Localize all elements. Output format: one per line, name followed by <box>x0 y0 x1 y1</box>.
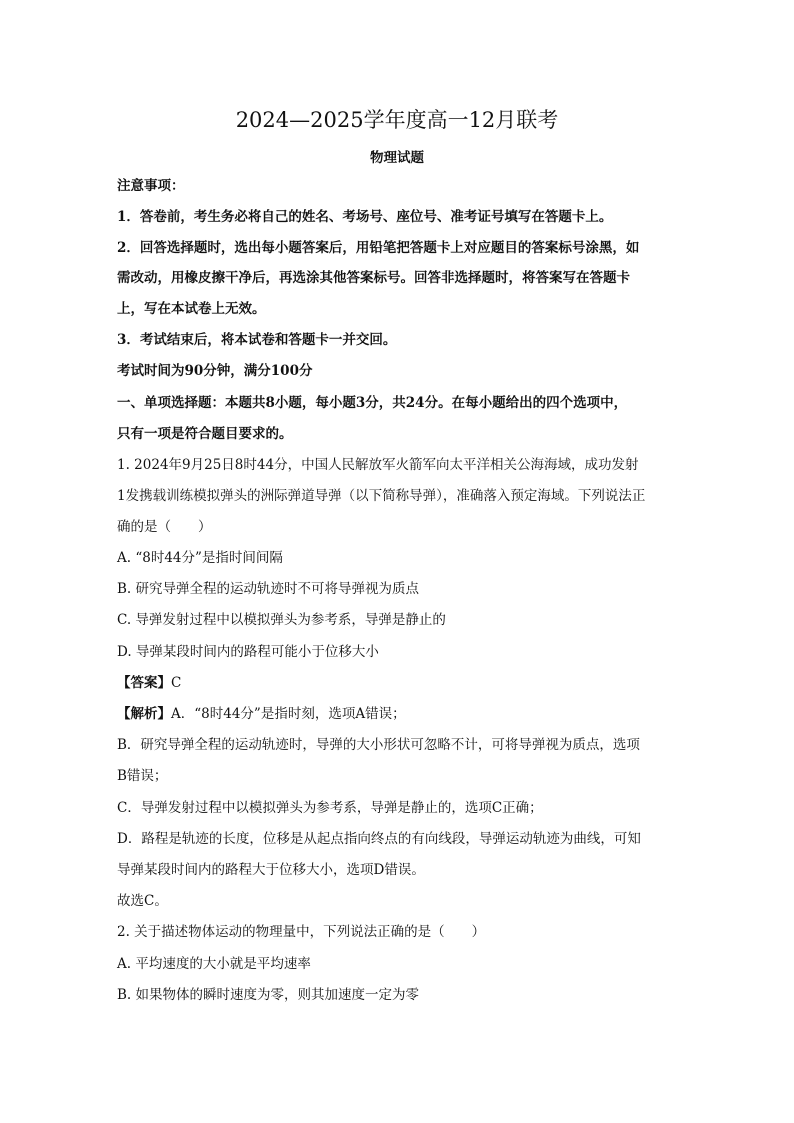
option-c: C. 导弹发射过程中以模拟弹头为参考系，导弹是静止的 <box>117 612 446 628</box>
option-b: B. 研究导弹全程的运动轨迹时不可将导弹视为质点 <box>117 581 420 597</box>
option-b: B. 如果物体的瞬时速度为零，则其加速度一定为零 <box>117 987 420 1003</box>
analysis-line: 故选C。 <box>117 893 168 909</box>
question-stem: 1发携载训练模拟弹头的洲际弹道导弹（以下简称导弹），准确落入预定海域。下列说法正 <box>117 488 646 504</box>
exam-time: 考试时间为90分钟，满分100分 <box>117 363 313 379</box>
question-stem: 确的是（ ） <box>117 519 212 535</box>
notice-heading: 注意事项： <box>117 178 185 194</box>
option-d: D. 导弹某段时间内的路程可能小于位移大小 <box>117 644 379 660</box>
page-subtitle: 物理试题 <box>370 150 424 166</box>
analysis-line: C．导弹发射过程中以模拟弹头为参考系，导弹是静止的，选项C正确； <box>117 800 543 816</box>
answer-value: C <box>171 675 182 691</box>
notice-item: 3．考试结束后，将本试卷和答题卡一并交回。 <box>117 332 397 348</box>
option-a: A. “8时44分”是指时间间隔 <box>117 550 283 566</box>
analysis-line: B．研究导弹全程的运动轨迹时，导弹的大小形状可忽略不计，可将导弹视为质点，选项 <box>117 737 640 753</box>
section-heading: 一、单项选择题：本题共8小题，每小题3分，共24分。在每小题给出的四个选项中， <box>117 395 628 411</box>
notice-item: 1．答卷前，考生务必将自己的姓名、考场号、座位号、准考证号填写在答题卡上。 <box>117 209 613 225</box>
question-stem: 2. 关于描述物体运动的物理量中，下列说法正确的是（ ） <box>117 924 486 940</box>
analysis-text: A．“8时44分”是指时刻，选项A错误； <box>171 706 406 722</box>
analysis-line: B错误； <box>117 768 168 784</box>
answer-line <box>117 673 677 693</box>
notice-item: 2．回答选择题时，选出每小题答案后，用铅笔把答题卡上对应题目的答案标号涂黑，如 <box>117 240 640 256</box>
analysis-line <box>117 704 677 724</box>
section-heading: 只有一项是符合题目要求的。 <box>117 426 293 442</box>
analysis-line: D．路程是轨迹的长度，位移是从起点指向终点的有向线段，导弹运动轨迹为曲线，可知 <box>117 831 641 847</box>
option-a: A. 平均速度的大小就是平均速率 <box>117 956 311 972</box>
analysis-tag: 【解析】 <box>117 706 171 722</box>
notice-item: 需改动，用橡皮擦干净后，再选涂其他答案标号。回答非选择题时，将答案写在答题卡 <box>117 270 630 286</box>
analysis-line: 导弹某段时间内的路程大于位移大小，选项D错误。 <box>117 862 425 878</box>
question-stem: 1. 2024年9月25日8时44分，中国人民解放军火箭军向太平洋相关公海海域，成功发射 <box>117 457 639 473</box>
page-title: 2024—2025学年度高一12月联考 <box>235 108 559 132</box>
notice-item: 上，写在本试卷上无效。 <box>117 301 266 317</box>
answer-tag: 【答案】 <box>117 675 171 691</box>
